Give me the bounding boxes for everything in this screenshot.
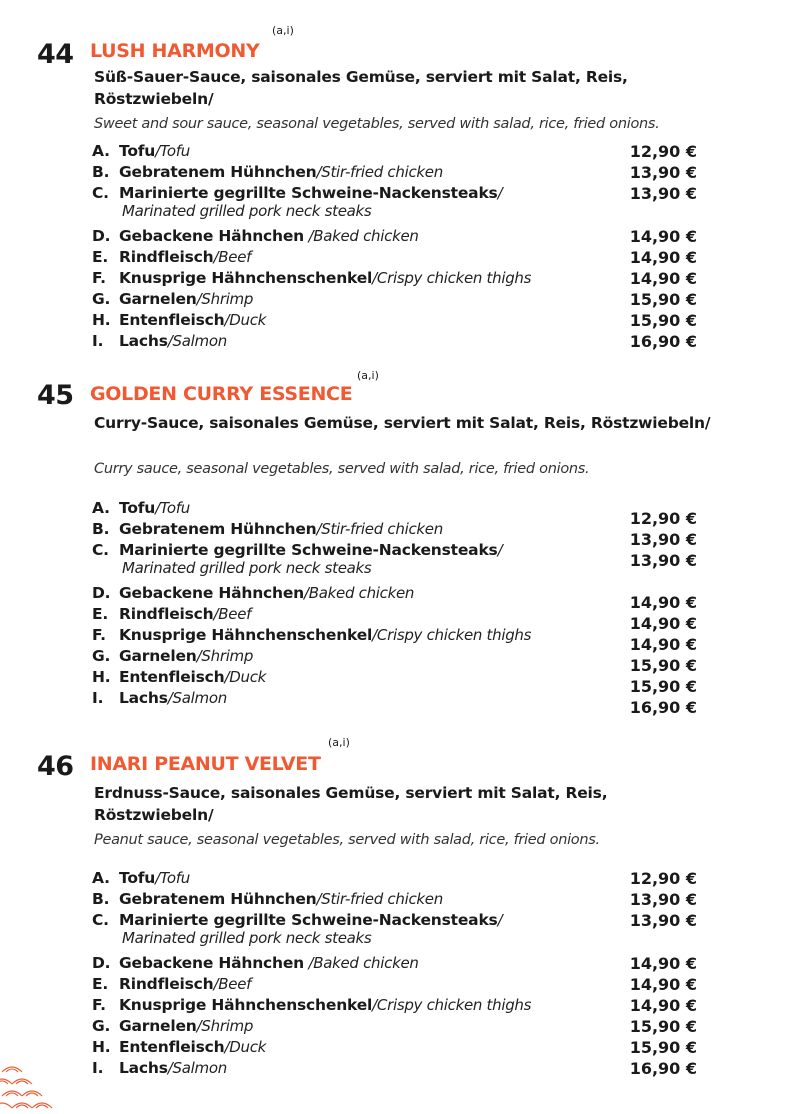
option-price: 14,90 € xyxy=(629,635,697,654)
option-name-en: /Beef xyxy=(213,605,252,623)
option-price: 14,90 € xyxy=(629,227,697,246)
option-price: 13,90 € xyxy=(629,911,697,930)
option-letter: D. xyxy=(92,954,111,972)
option-name-de: Rindfleisch xyxy=(119,248,214,266)
option-name-en: /Crispy chicken thighs xyxy=(372,626,532,644)
description-de: Süß-Sauer-Sauce, saisonales Gemüse, serviert mit Salat, Reis, Röstzwiebeln/ xyxy=(94,68,628,108)
option-row xyxy=(92,332,227,350)
option-price: 13,90 € xyxy=(629,163,697,182)
option-row xyxy=(92,689,227,707)
option-price: 12,90 € xyxy=(629,869,697,888)
option-row xyxy=(92,163,443,181)
option-row xyxy=(92,1059,227,1077)
option-price: 14,90 € xyxy=(629,269,697,288)
option-letter: I. xyxy=(92,1059,104,1077)
dish-title: GOLDEN CURRY ESSENCE xyxy=(90,383,353,405)
option-letter: G. xyxy=(92,1017,111,1035)
option-name-de: Entenfleisch xyxy=(119,1038,225,1056)
option-row xyxy=(92,996,531,1014)
dish-title: LUSH HARMONY xyxy=(90,40,260,62)
option-name-en: /Crispy chicken thighs xyxy=(372,996,532,1014)
option-price: 15,90 € xyxy=(629,677,697,696)
option-name-en-continued: Marinated grilled pork neck steaks xyxy=(122,929,372,947)
allergen-note: (a,i) xyxy=(272,24,294,37)
option-name-de: Gebackene Hähnchen xyxy=(119,584,304,602)
dish-title: INARI PEANUT VELVET xyxy=(90,753,321,775)
option-price: 13,90 € xyxy=(629,890,697,909)
option-letter: A. xyxy=(92,142,110,160)
option-price: 16,90 € xyxy=(629,1059,697,1078)
option-letter: E. xyxy=(92,975,109,993)
option-letter: D. xyxy=(92,584,111,602)
option-name-de: Gebackene Hähnchen xyxy=(119,954,304,972)
option-letter: C. xyxy=(92,541,109,559)
description-de: Curry-Sauce, saisonales Gemüse, serviert mit Salat, Reis, Röstzwiebeln/ xyxy=(94,414,711,432)
description-en: Curry sauce, seasonal vegetables, served with salad, rice, fried onions. xyxy=(94,461,590,477)
option-name-en: /Salmon xyxy=(167,332,227,350)
option-name-en: /Stir-fried chicken xyxy=(316,890,443,908)
option-name-de: Gebratenem Hühnchen xyxy=(119,890,317,908)
option-row xyxy=(92,869,190,887)
option-name-en: /Duck xyxy=(224,668,267,686)
option-name-de: Tofu xyxy=(119,499,156,517)
option-name-de: Garnelen xyxy=(119,1017,197,1035)
option-letter: B. xyxy=(92,163,110,181)
option-name-de: Knusprige Hähnchenschenkel xyxy=(119,996,373,1014)
option-name-en: / xyxy=(497,541,503,559)
option-row xyxy=(92,975,251,993)
option-price: 15,90 € xyxy=(629,656,697,675)
option-row xyxy=(92,142,190,160)
option-price: 13,90 € xyxy=(629,530,697,549)
option-name-en: /Tofu xyxy=(155,499,190,517)
option-letter: H. xyxy=(92,668,111,686)
option-name-de: Entenfleisch xyxy=(119,311,225,329)
option-letter: E. xyxy=(92,605,109,623)
option-price: 16,90 € xyxy=(629,698,697,717)
option-row xyxy=(92,626,531,644)
option-letter: F. xyxy=(92,626,106,644)
option-name-de: Marinierte gegrillte Schweine-Nackensteaks xyxy=(119,541,498,559)
option-letter: C. xyxy=(92,184,109,202)
description-en: Peanut sauce, seasonal vegetables, served with salad, rice, fried onions. xyxy=(94,832,600,848)
option-letter: A. xyxy=(92,499,110,517)
option-price: 14,90 € xyxy=(629,996,697,1015)
option-name-de: Garnelen xyxy=(119,647,197,665)
option-name-en-continued: Marinated grilled pork neck steaks xyxy=(122,559,372,577)
option-letter: E. xyxy=(92,248,109,266)
option-name-en: /Beef xyxy=(213,248,252,266)
option-name-de: Tofu xyxy=(119,142,156,160)
option-name-en-continued: Marinated grilled pork neck steaks xyxy=(122,202,372,220)
option-row xyxy=(92,520,443,538)
allergen-note: (a,i) xyxy=(328,736,350,749)
option-name-de: Garnelen xyxy=(119,290,197,308)
option-letter: I. xyxy=(92,332,104,350)
option-name-en: /Salmon xyxy=(167,689,227,707)
option-letter: D. xyxy=(92,227,111,245)
option-price: 12,90 € xyxy=(629,509,697,528)
option-letter: C. xyxy=(92,911,109,929)
option-name-de: Lachs xyxy=(119,332,168,350)
option-name-en: /Tofu xyxy=(155,869,190,887)
option-letter: H. xyxy=(92,311,111,329)
option-name-en: /Duck xyxy=(224,311,267,329)
option-row xyxy=(92,954,419,972)
option-name-de: Rindfleisch xyxy=(119,975,214,993)
dish-number: 46 xyxy=(37,751,74,782)
description-de: Erdnuss-Sauce, saisonales Gemüse, serviert mit Salat, Reis, Röstzwiebeln/ xyxy=(94,784,608,824)
option-row xyxy=(92,605,251,623)
option-row xyxy=(92,227,419,245)
option-price: 14,90 € xyxy=(629,975,697,994)
option-name-en: /Baked chicken xyxy=(304,584,415,602)
option-name-de: Marinierte gegrillte Schweine-Nackensteaks xyxy=(119,911,498,929)
option-row xyxy=(92,290,253,308)
option-row xyxy=(92,647,253,665)
option-row xyxy=(92,311,266,329)
option-price: 14,90 € xyxy=(629,954,697,973)
wave-pattern-icon xyxy=(0,1058,58,1114)
option-name-en: /Beef xyxy=(213,975,252,993)
option-name-de: Tofu xyxy=(119,869,156,887)
option-name-en: / xyxy=(497,911,503,929)
option-price: 12,90 € xyxy=(629,142,697,161)
option-row xyxy=(92,911,502,947)
option-name-de: Knusprige Hähnchenschenkel xyxy=(119,269,373,287)
option-name-de: Knusprige Hähnchenschenkel xyxy=(119,626,373,644)
option-price: 15,90 € xyxy=(629,311,697,330)
option-name-de: Gebackene Hähnchen xyxy=(119,227,304,245)
option-name-en: /Shrimp xyxy=(196,1017,254,1035)
option-name-en: /Duck xyxy=(224,1038,267,1056)
option-row xyxy=(92,269,531,287)
option-row xyxy=(92,541,502,577)
option-name-en: /Stir-fried chicken xyxy=(316,520,443,538)
description-en: Sweet and sour sauce, seasonal vegetables, served with salad, rice, fried onions. xyxy=(94,116,660,132)
option-price: 15,90 € xyxy=(629,1017,697,1036)
option-row xyxy=(92,184,502,220)
option-letter: G. xyxy=(92,647,111,665)
option-name-de: Gebratenem Hühnchen xyxy=(119,520,317,538)
option-row xyxy=(92,584,414,602)
option-letter: A. xyxy=(92,869,110,887)
option-letter: H. xyxy=(92,1038,111,1056)
option-row xyxy=(92,248,251,266)
option-name-de: Lachs xyxy=(119,1059,168,1077)
option-name-en: /Salmon xyxy=(167,1059,227,1077)
option-name-en: /Baked chicken xyxy=(304,227,419,245)
option-name-en: /Shrimp xyxy=(196,290,254,308)
option-name-de: Marinierte gegrillte Schweine-Nackensteaks xyxy=(119,184,498,202)
option-name-en: /Stir-fried chicken xyxy=(316,163,443,181)
allergen-note: (a,i) xyxy=(357,369,379,382)
option-price: 15,90 € xyxy=(629,1038,697,1057)
option-row xyxy=(92,668,266,686)
option-letter: G. xyxy=(92,290,111,308)
dish-number: 44 xyxy=(37,39,74,70)
option-letter: B. xyxy=(92,520,110,538)
option-price: 14,90 € xyxy=(629,614,697,633)
option-price: 14,90 € xyxy=(629,593,697,612)
option-letter: B. xyxy=(92,890,110,908)
option-price: 13,90 € xyxy=(629,184,697,203)
option-row xyxy=(92,890,443,908)
option-price: 15,90 € xyxy=(629,290,697,309)
option-name-en: /Tofu xyxy=(155,142,190,160)
option-name-de: Entenfleisch xyxy=(119,668,225,686)
option-price: 16,90 € xyxy=(629,332,697,351)
option-name-en: / xyxy=(497,184,503,202)
dish-number: 45 xyxy=(37,380,74,411)
option-price: 14,90 € xyxy=(629,248,697,267)
option-row xyxy=(92,1038,266,1056)
option-row xyxy=(92,499,190,517)
option-name-en: /Crispy chicken thighs xyxy=(372,269,532,287)
option-name-de: Rindfleisch xyxy=(119,605,214,623)
option-price: 13,90 € xyxy=(629,551,697,570)
option-name-en: /Shrimp xyxy=(196,647,254,665)
option-name-de: Gebratenem Hühnchen xyxy=(119,163,317,181)
option-name-de: Lachs xyxy=(119,689,168,707)
option-letter: F. xyxy=(92,269,106,287)
option-row xyxy=(92,1017,253,1035)
option-letter: I. xyxy=(92,689,104,707)
option-letter: F. xyxy=(92,996,106,1014)
option-name-en: /Baked chicken xyxy=(304,954,419,972)
